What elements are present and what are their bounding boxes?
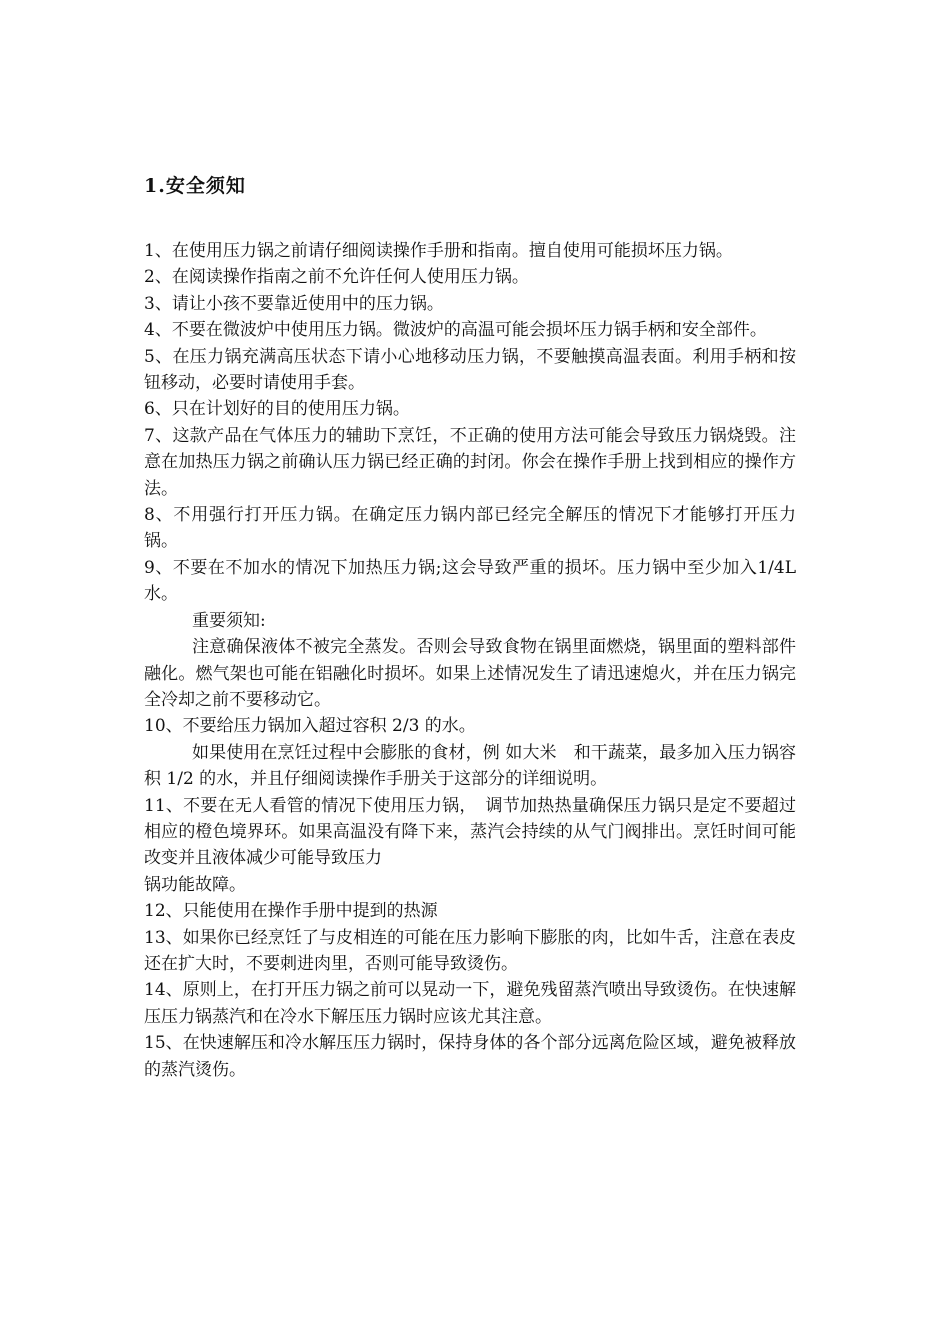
safety-item-7: 7、这款产品在气体压力的辅助下烹饪，不正确的使用方法可能会导致压力锅烧毁。注意在加热压力锅之前确认压力锅已经正确的封闭。你会在操作手册上找到相应的操作方法。 [144, 425, 796, 499]
safety-item-15: 15、在快速解压和冷水解压压力锅时，保持身体的各个部分远离危险区域，避免被释放的蒸汽烫伤。 [144, 1033, 796, 1080]
safety-item-12: 12、只能使用在操作手册中提到的热源 [144, 901, 438, 922]
safety-item-1: 1、在使用压力锅之前请仔细阅读操作手册和指南。擅自使用可能损坏压力锅。 [144, 241, 733, 261]
safety-item-9: 9、不要在不加水的情况下加热压力锅;这会导致严重的损坏。压力锅中至少加入1/4L水。 [144, 557, 796, 605]
safety-item-8: 8、不用强行打开压力锅。在确定压力锅内部已经完全解压的情况下才能够打开压力锅。 [144, 505, 796, 552]
safety-item-3: 3、请让小孩不要靠近使用中的压力锅。 [144, 293, 444, 314]
safety-item-10-note: 如果使用在烹饪过程中会膨胀的食材，例 如大米 和干蔬菜，最多加入压力锅容积 1/2 的水，并且仔细阅读操作手册关于这部分的详细说明。 [144, 742, 796, 790]
document-page [144, 172, 796, 1083]
safety-item-2: 2、在阅读操作指南之前不允许任何人使用压力锅。 [144, 267, 529, 288]
safety-item-11-continued: 锅功能故障。 [144, 874, 246, 895]
safety-item-6: 6、只在计划好的目的使用压力锅。 [144, 399, 410, 420]
safety-item-11: 11、不要在无人看管的情况下使用压力锅， 调节加热热量确保压力锅只是定不要超过相应的橙色境界环。如果高温没有降下来，蒸汽会持续的从气门阀排出。烹饪时间可能改变并且液体减少可能导致压力 [144, 795, 796, 869]
safety-item-5: 5、在压力锅充满高压状态下请小心地移动压力锅，不要触摸高温表面。利用手柄和按钮移动，必要时请使用手套。 [144, 346, 796, 394]
safety-item-14: 14、原则上，在打开压力锅之前可以晃动一下，避免残留蒸汽喷出导致烫伤。在快速解压压力锅蒸汽和在冷水下解压压力锅时应该尤其注意。 [144, 980, 796, 1027]
safety-item-13: 13、如果你已经烹饪了与皮相连的可能在压力影响下膨胀的肉，比如牛舌，注意在表皮还在扩大时，不要刺进肉里，否则可能导致烫伤。 [144, 927, 796, 974]
important-notice-heading: 重要须知: [192, 610, 266, 631]
safety-item-4: 4、不要在微波炉中使用压力锅。微波炉的高温可能会损坏压力锅手柄和安全部件。 [144, 320, 767, 341]
important-notice-body: 注意确保液体不被完全蒸发。否则会导致食物在锅里面燃烧，锅里面的塑料部件融化。燃气架也可能在铝融化时损坏。如果上述情况发生了请迅速熄火，并在压力锅完全冷却之前不要移动它。 [144, 637, 796, 710]
section-title: 1.安全须知 [144, 175, 246, 197]
safety-item-10: 10、不要给压力锅加入超过容积 2/3 的水。 [144, 716, 476, 737]
